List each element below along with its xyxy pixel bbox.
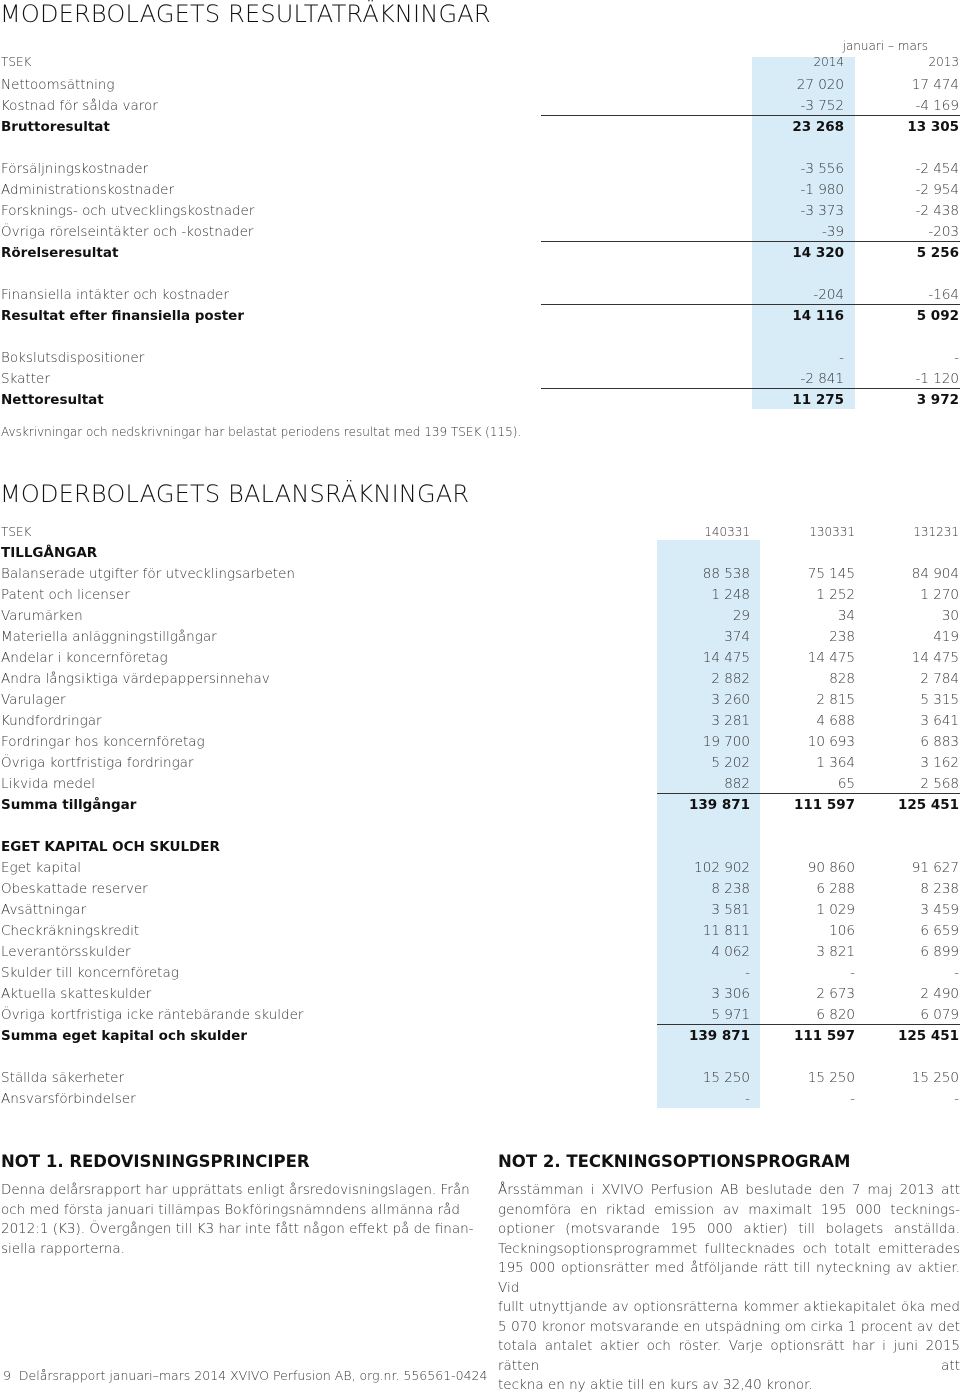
row-value: 17 474 xyxy=(911,77,959,93)
note-line: Teckningsoptionsprogrammet fulltecknades och totalt emitterades xyxy=(498,1240,960,1257)
row-value: 6 899 xyxy=(920,944,959,960)
row-value: 8 238 xyxy=(920,881,959,897)
row-value: 5 256 xyxy=(916,245,959,261)
row-label: Nettoomsättning xyxy=(1,77,115,93)
table-row xyxy=(0,74,960,95)
page-number: 9 xyxy=(3,1368,11,1383)
note1-title: NOT 1. REDOVISNINGSPRINCIPER xyxy=(1,1152,310,1171)
row-value: 3 641 xyxy=(920,713,959,729)
year-header-current: 2014 xyxy=(813,55,844,69)
table-row xyxy=(0,626,960,647)
row-label: Skatter xyxy=(1,371,50,387)
row-label: Leverantörsskulder xyxy=(1,944,131,960)
table-row xyxy=(0,221,960,242)
row-label: Patent och licenser xyxy=(1,587,130,603)
row-value: 111 597 xyxy=(793,1028,855,1044)
table-row xyxy=(0,731,960,752)
row-value: 125 451 xyxy=(897,797,959,813)
income-unit-label: TSEK xyxy=(1,55,32,69)
row-value: 14 475 xyxy=(702,650,750,666)
equity-liabilities-heading: EGET KAPITAL OCH SKULDER xyxy=(1,839,220,855)
row-value: 6 820 xyxy=(816,1007,855,1023)
row-label: Nettoresultat xyxy=(1,392,104,408)
row-value: 238 xyxy=(829,629,855,645)
row-label: Övriga rörelseintäkter och -kostnader xyxy=(1,224,254,240)
table-row xyxy=(0,857,960,878)
row-label: Övriga kortfristiga fordringar xyxy=(1,755,194,771)
table-row xyxy=(0,563,960,584)
row-value: - xyxy=(745,965,750,981)
row-value: 88 538 xyxy=(702,566,750,582)
row-value: 6 883 xyxy=(920,734,959,750)
note-line: optioner (motsvarande 195 000 aktier) till bolagets anställda. xyxy=(498,1221,960,1237)
note-line: 5 070 kronor motsvarande en utspädning om cirka 1 procent av det xyxy=(498,1318,960,1335)
income-statement-title: MODERBOLAGETS RESULTATRÄKNINGAR xyxy=(0,0,491,28)
row-label: Resultat efter finansiella poster xyxy=(1,308,244,324)
row-value: 6 659 xyxy=(920,923,959,939)
row-value: 2 815 xyxy=(816,692,855,708)
row-label: Ansvarsförbindelser xyxy=(1,1091,136,1107)
table-row xyxy=(0,1067,960,1088)
table-row xyxy=(0,941,960,962)
date-header-2: 130331 xyxy=(809,525,855,539)
note-line: fullt utnyttjande av optionsrätterna kommer aktiekapitalet öka med xyxy=(498,1299,960,1315)
table-row xyxy=(0,116,960,137)
table-row xyxy=(0,962,960,983)
table-row xyxy=(0,1025,960,1046)
row-value: - xyxy=(850,965,855,981)
row-value: 1 029 xyxy=(816,902,855,918)
year-header-prior: 2013 xyxy=(928,55,959,69)
table-row xyxy=(0,710,960,731)
note-line: Denna delårsrapport har upprättats enligt årsredovisningslagen. Från xyxy=(1,1182,470,1198)
note-line: 195 000 optionsrätter med åtföljande rätt till nyteckning av aktier. Vid xyxy=(498,1260,960,1296)
row-value: 102 902 xyxy=(694,860,750,876)
row-label: Obeskattade reserver xyxy=(1,881,148,897)
row-label: Administrationskostnader xyxy=(1,182,174,198)
row-value: 34 xyxy=(837,608,855,624)
row-value: 30 xyxy=(941,608,959,624)
row-value: 125 451 xyxy=(897,1028,959,1044)
row-label: Checkräkningskredit xyxy=(1,923,140,939)
row-value: 3 821 xyxy=(816,944,855,960)
row-label: Bruttoresultat xyxy=(1,119,110,135)
row-label: Försäljningskostnader xyxy=(1,161,149,177)
note-line: Årsstämman i XVIVO Perfusion AB beslutade den 7 maj 2013 att xyxy=(498,1182,960,1198)
table-row xyxy=(0,689,960,710)
row-label: Andelar i koncernföretag xyxy=(1,650,168,666)
row-label: Summa eget kapital och skulder xyxy=(1,1028,247,1044)
row-value: -164 xyxy=(928,287,959,303)
row-value: - xyxy=(954,350,959,366)
note-line: och med första januari tillämpas Bokföringsnämndens allmänna råd xyxy=(1,1201,460,1218)
row-value: -39 xyxy=(821,224,844,240)
row-value: -2 438 xyxy=(915,203,959,219)
row-value: 19 700 xyxy=(702,734,750,750)
note1-body xyxy=(1,1181,474,1259)
row-value: 2 784 xyxy=(920,671,959,687)
row-value: 139 871 xyxy=(688,797,750,813)
row-value: 15 250 xyxy=(911,1070,959,1086)
table-row xyxy=(0,920,960,941)
row-value: 419 xyxy=(933,629,959,645)
note-line: siella rapporterna. xyxy=(1,1240,125,1257)
row-label: Ställda säkerheter xyxy=(1,1070,125,1086)
row-value: 14 475 xyxy=(911,650,959,666)
row-label: Forsknings- och utvecklingskostnader xyxy=(1,203,255,219)
date-header-3: 131231 xyxy=(913,525,959,539)
table-row xyxy=(0,179,960,200)
row-label: Övriga kortfristiga icke räntebärande skulder xyxy=(1,1007,304,1023)
row-label: Kostnad för sålda varor xyxy=(1,98,158,114)
row-value: 5 092 xyxy=(916,308,959,324)
row-label: Avsättningar xyxy=(1,902,87,918)
row-value: 8 238 xyxy=(711,881,750,897)
table-row xyxy=(0,284,960,305)
table-row xyxy=(0,899,960,920)
row-value: 90 860 xyxy=(807,860,855,876)
row-value: 13 305 xyxy=(907,119,959,135)
row-value: -2 954 xyxy=(915,182,959,198)
table-row xyxy=(0,773,960,794)
row-value: 1 364 xyxy=(816,755,855,771)
table-row xyxy=(0,605,960,626)
row-value: 15 250 xyxy=(807,1070,855,1086)
row-value: 75 145 xyxy=(807,566,855,582)
row-label: Andra långsiktiga värdepappersinnehav xyxy=(1,671,270,687)
table-row xyxy=(0,878,960,899)
table-row xyxy=(0,242,960,263)
table-row xyxy=(0,389,960,410)
note-line: 2012:1 (K3). Övergången till K3 har inte fått någon effekt på de finan- xyxy=(1,1221,474,1237)
table-row xyxy=(0,794,960,815)
note-line: genomföra en riktad emission av maximalt 195 000 tecknings- xyxy=(498,1201,960,1218)
row-value: 2 673 xyxy=(816,986,855,1002)
note-line: teckna en ny aktie till en kurs av 32,40 kronor. xyxy=(498,1377,813,1393)
row-label: Aktuella skatteskulder xyxy=(1,986,152,1002)
row-value: 14 320 xyxy=(792,245,844,261)
row-value: -3 752 xyxy=(800,98,844,114)
row-value: 139 871 xyxy=(688,1028,750,1044)
row-label: Rörelseresultat xyxy=(1,245,119,261)
row-value: - xyxy=(954,965,959,981)
balance-unit-label: TSEK xyxy=(1,525,32,539)
footer-text: Delårsrapport januari–mars 2014 XVIVO Perfusion AB, org.nr. 556561-0424 xyxy=(18,1368,488,1383)
date-header-1: 140331 xyxy=(704,525,750,539)
note2-title: NOT 2. TECKNINGSOPTIONSPROGRAM xyxy=(498,1152,851,1171)
table-row xyxy=(0,647,960,668)
row-value: 1 270 xyxy=(920,587,959,603)
row-label: Skulder till koncernföretag xyxy=(1,965,179,981)
row-label: Varumärken xyxy=(1,608,83,624)
row-value: 5 315 xyxy=(920,692,959,708)
table-row xyxy=(0,95,960,116)
row-value: 3 306 xyxy=(711,986,750,1002)
row-value: 5 202 xyxy=(711,755,750,771)
row-value: 29 xyxy=(732,608,750,624)
row-value: 111 597 xyxy=(793,797,855,813)
row-value: 11 275 xyxy=(792,392,844,408)
note2-body xyxy=(498,1181,960,1396)
row-label: Eget kapital xyxy=(1,860,82,876)
row-value: 1 248 xyxy=(711,587,750,603)
row-value: -1 980 xyxy=(800,182,844,198)
row-value: 10 693 xyxy=(807,734,855,750)
row-value: 3 459 xyxy=(920,902,959,918)
row-value: 1 252 xyxy=(816,587,855,603)
row-label: Finansiella intäkter och kostnader xyxy=(1,287,229,303)
row-value: 6 288 xyxy=(816,881,855,897)
row-value: 65 xyxy=(837,776,855,792)
row-value: 3 581 xyxy=(711,902,750,918)
row-value: -3 373 xyxy=(800,203,844,219)
row-label: Kundfordringar xyxy=(1,713,102,729)
row-value: -2 454 xyxy=(915,161,959,177)
row-value: 828 xyxy=(829,671,855,687)
row-value: 3 281 xyxy=(711,713,750,729)
row-value: 3 260 xyxy=(711,692,750,708)
row-value: 5 971 xyxy=(711,1007,750,1023)
row-value: 4 062 xyxy=(711,944,750,960)
table-row xyxy=(0,368,960,389)
row-value: -2 841 xyxy=(800,371,844,387)
depreciation-footnote: Avskrivningar och nedskrivningar har belastat periodens resultat med 139 TSEK (115). xyxy=(1,425,522,439)
row-value: -203 xyxy=(928,224,959,240)
row-value: 6 079 xyxy=(920,1007,959,1023)
row-value: 23 268 xyxy=(792,119,844,135)
row-value: - xyxy=(954,1091,959,1107)
row-value: 2 490 xyxy=(920,986,959,1002)
table-row xyxy=(0,305,960,326)
table-row xyxy=(0,1088,960,1109)
row-value: 106 xyxy=(829,923,855,939)
row-value: - xyxy=(745,1091,750,1107)
row-value: -1 120 xyxy=(915,371,959,387)
row-value: 11 811 xyxy=(702,923,750,939)
row-value: -204 xyxy=(813,287,844,303)
table-row xyxy=(0,668,960,689)
note-line: totala antalet aktier och röster. Varje optionsrätt har i juni 2015 rätten att xyxy=(498,1338,960,1374)
row-value: 14 116 xyxy=(792,308,844,324)
row-label: Balanserade utgifter för utvecklingsarbeten xyxy=(1,566,295,582)
row-label: Materiella anläggningstillgångar xyxy=(1,629,217,645)
row-value: 15 250 xyxy=(702,1070,750,1086)
table-row xyxy=(0,1004,960,1025)
row-value: - xyxy=(850,1091,855,1107)
row-value: 4 688 xyxy=(816,713,855,729)
table-row xyxy=(0,584,960,605)
page-footer xyxy=(3,1368,487,1383)
assets-heading: TILLGÅNGAR xyxy=(1,545,98,561)
row-value: 27 020 xyxy=(796,77,844,93)
table-row xyxy=(0,200,960,221)
row-label: Bokslutsdispositioner xyxy=(1,350,145,366)
balance-sheet-title: MODERBOLAGETS BALANSRÄKNINGAR xyxy=(0,480,470,508)
table-row xyxy=(0,347,960,368)
period-header: januari – mars xyxy=(842,39,928,53)
row-value: 374 xyxy=(724,629,750,645)
table-row xyxy=(0,983,960,1004)
row-value: 2 568 xyxy=(920,776,959,792)
row-value: 91 627 xyxy=(911,860,959,876)
table-row xyxy=(0,158,960,179)
row-value: 14 475 xyxy=(807,650,855,666)
row-value: 882 xyxy=(724,776,750,792)
row-value: -3 556 xyxy=(800,161,844,177)
table-row xyxy=(0,752,960,773)
row-label: Likvida medel xyxy=(1,776,96,792)
row-label: Fordringar hos koncernföretag xyxy=(1,734,205,750)
row-value: -4 169 xyxy=(915,98,959,114)
row-value: 2 882 xyxy=(711,671,750,687)
row-label: Summa tillgångar xyxy=(1,797,137,813)
row-value: 3 972 xyxy=(916,392,959,408)
row-value: 84 904 xyxy=(911,566,959,582)
row-label: Varulager xyxy=(1,692,66,708)
row-value: 3 162 xyxy=(920,755,959,771)
row-value: - xyxy=(839,350,844,366)
